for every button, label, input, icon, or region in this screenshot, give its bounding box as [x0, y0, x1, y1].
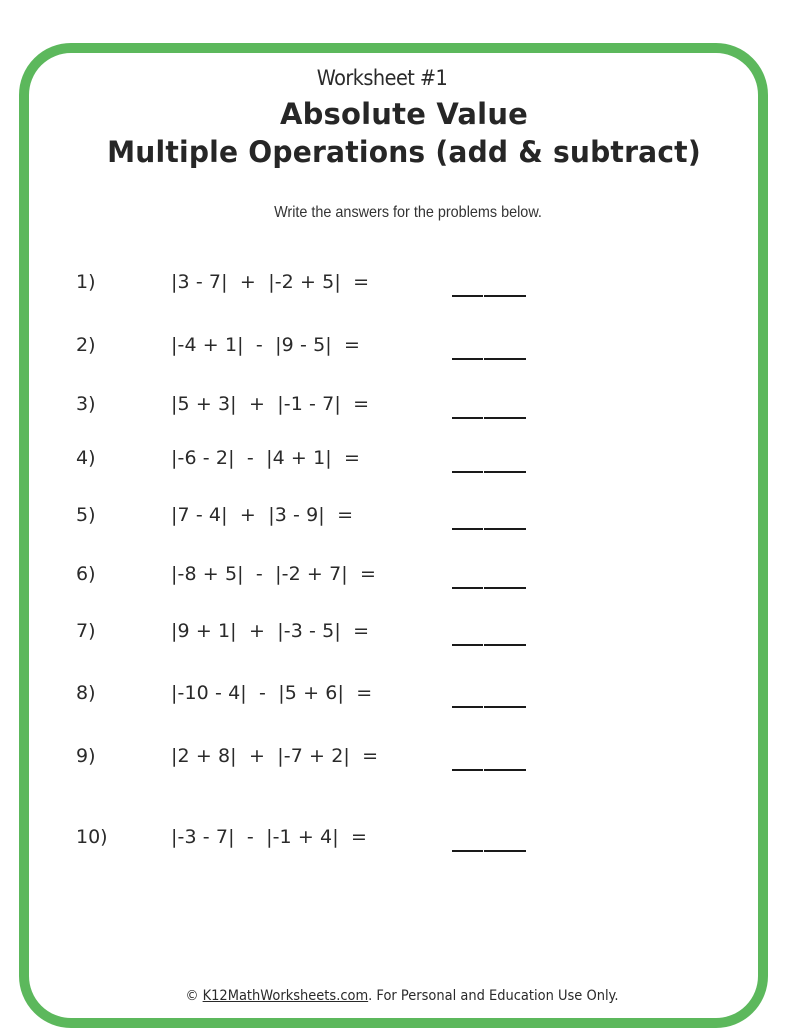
answer-blank[interactable]: [452, 587, 526, 589]
problem-4: [0, 447, 760, 477]
usage-notice: . For Personal and Education Use Only.: [368, 988, 619, 1004]
problem-number: 4): [76, 447, 96, 469]
answer-blank[interactable]: [452, 528, 526, 530]
problem-7: [0, 620, 760, 650]
answer-blank[interactable]: [452, 644, 526, 646]
answer-blank[interactable]: [452, 417, 526, 419]
problem-8: [0, 682, 760, 712]
problem-number: 6): [76, 563, 96, 585]
answer-blank[interactable]: [452, 471, 526, 473]
worksheet-border: [19, 43, 768, 1028]
problem-number: 9): [76, 745, 96, 767]
problem-number: 7): [76, 620, 96, 642]
problem-expression: |-3 - 7| - |-1 + 4| =: [171, 826, 368, 848]
instructions-text: Write the answers for the problems below.: [274, 204, 542, 221]
problem-number: 2): [76, 334, 96, 356]
problem-10: [0, 826, 760, 856]
site-link[interactable]: K12MathWorksheets.com: [202, 988, 369, 1004]
problem-9: [0, 745, 760, 775]
problem-expression: |2 + 8| + |-7 + 2| =: [171, 745, 379, 767]
answer-blank[interactable]: [452, 295, 526, 297]
problem-3: [0, 393, 760, 423]
footer-copyright: [28, 988, 776, 1004]
problem-number: 10): [76, 826, 108, 848]
problem-expression: |-8 + 5| - |-2 + 7| =: [171, 563, 377, 585]
worksheet-number: Worksheet #1: [316, 66, 448, 90]
problem-number: 5): [76, 504, 96, 526]
answer-blank[interactable]: [452, 358, 526, 360]
answer-blank[interactable]: [452, 769, 526, 771]
problem-number: 1): [76, 271, 96, 293]
problem-expression: |-10 - 4| - |5 + 6| =: [171, 682, 373, 704]
worksheet-title: Absolute Value: [279, 97, 529, 131]
problem-1: [0, 271, 760, 301]
answer-blank[interactable]: [452, 850, 526, 852]
problem-expression: |5 + 3| + |-1 - 7| =: [171, 393, 370, 415]
answer-blank[interactable]: [452, 706, 526, 708]
worksheet-subtitle: Multiple Operations (add & subtract): [107, 135, 701, 169]
problem-5: [0, 504, 760, 534]
problem-expression: |7 - 4| + |3 - 9| =: [171, 504, 354, 526]
problem-6: [0, 563, 760, 593]
problem-expression: |9 + 1| + |-3 - 5| =: [171, 620, 370, 642]
copyright-icon: ©: [185, 988, 199, 1004]
problem-2: [0, 334, 760, 364]
problem-expression: |3 - 7| + |-2 + 5| =: [171, 271, 370, 293]
problem-expression: |-4 + 1| - |9 - 5| =: [171, 334, 361, 356]
problem-number: 3): [76, 393, 96, 415]
problem-number: 8): [76, 682, 96, 704]
problem-expression: |-6 - 2| - |4 + 1| =: [171, 447, 361, 469]
